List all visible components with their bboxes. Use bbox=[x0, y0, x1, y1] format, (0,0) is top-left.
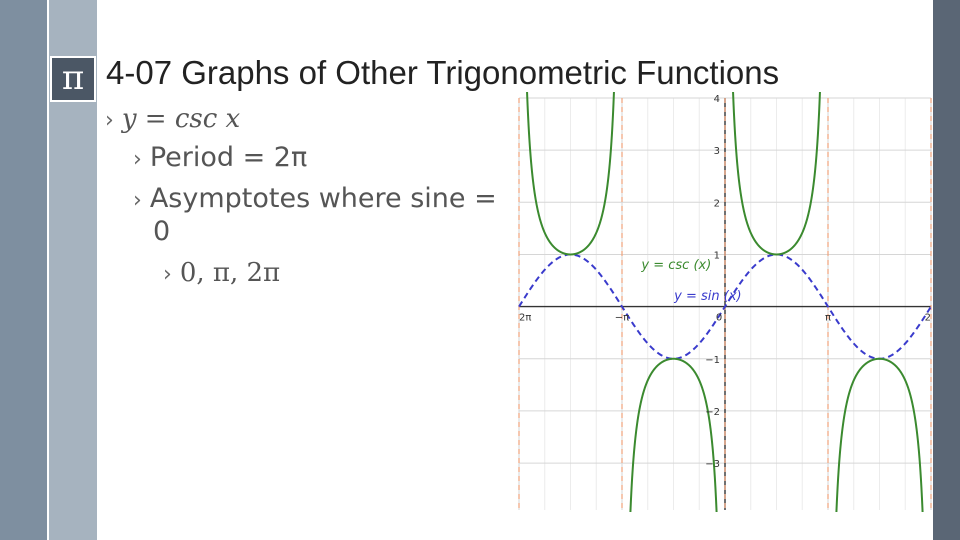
bullet-text: Period = 2π bbox=[149, 142, 308, 173]
bullet-arrow-icon: › bbox=[133, 188, 142, 213]
y-tick-label: −3 bbox=[705, 459, 720, 471]
pi-logo-icon: π bbox=[50, 56, 96, 102]
bullet-period bbox=[133, 142, 307, 173]
bullet-arrow-icon: › bbox=[133, 147, 142, 172]
left-decor-bar-dark bbox=[0, 0, 47, 540]
x-tick-label: π bbox=[824, 312, 832, 324]
x-tick-label: 2π bbox=[519, 312, 532, 324]
x-tick-label: 2 bbox=[924, 312, 931, 324]
y-tick-label: 3 bbox=[713, 146, 720, 158]
bullet-arrow-icon: › bbox=[105, 108, 114, 133]
right-decor-bar bbox=[933, 0, 960, 540]
y-tick-label: 4 bbox=[713, 94, 720, 105]
y-tick-label: −1 bbox=[705, 354, 720, 366]
bullet-text: Asymptotes where sine = bbox=[149, 183, 497, 214]
bullet-asymptotes bbox=[133, 183, 497, 214]
slide-title: 4-07 Graphs of Other Trigonometric Functions bbox=[106, 54, 780, 91]
csc-sin-graph bbox=[516, 92, 934, 512]
bullet-zeros bbox=[163, 258, 280, 288]
bullet-csc-definition bbox=[105, 104, 240, 134]
bullet-text: 0 bbox=[153, 216, 171, 247]
x-tick-label: −π bbox=[614, 312, 630, 324]
y-tick-label: 2 bbox=[713, 198, 720, 210]
series-label: y = csc (x) bbox=[641, 258, 712, 274]
graph-panel bbox=[516, 92, 934, 512]
series-label: y = sin (x) bbox=[674, 288, 742, 304]
bullet-text: 0, π, 2π bbox=[179, 258, 281, 288]
x-tick-label: 0 bbox=[715, 312, 723, 324]
y-tick-label: 1 bbox=[713, 250, 720, 262]
bullet-arrow-icon: › bbox=[163, 262, 172, 287]
y-tick-label: −2 bbox=[705, 406, 720, 418]
bullet-text: y = csc x bbox=[121, 104, 241, 134]
bullet-asymptotes-continued bbox=[153, 216, 170, 247]
